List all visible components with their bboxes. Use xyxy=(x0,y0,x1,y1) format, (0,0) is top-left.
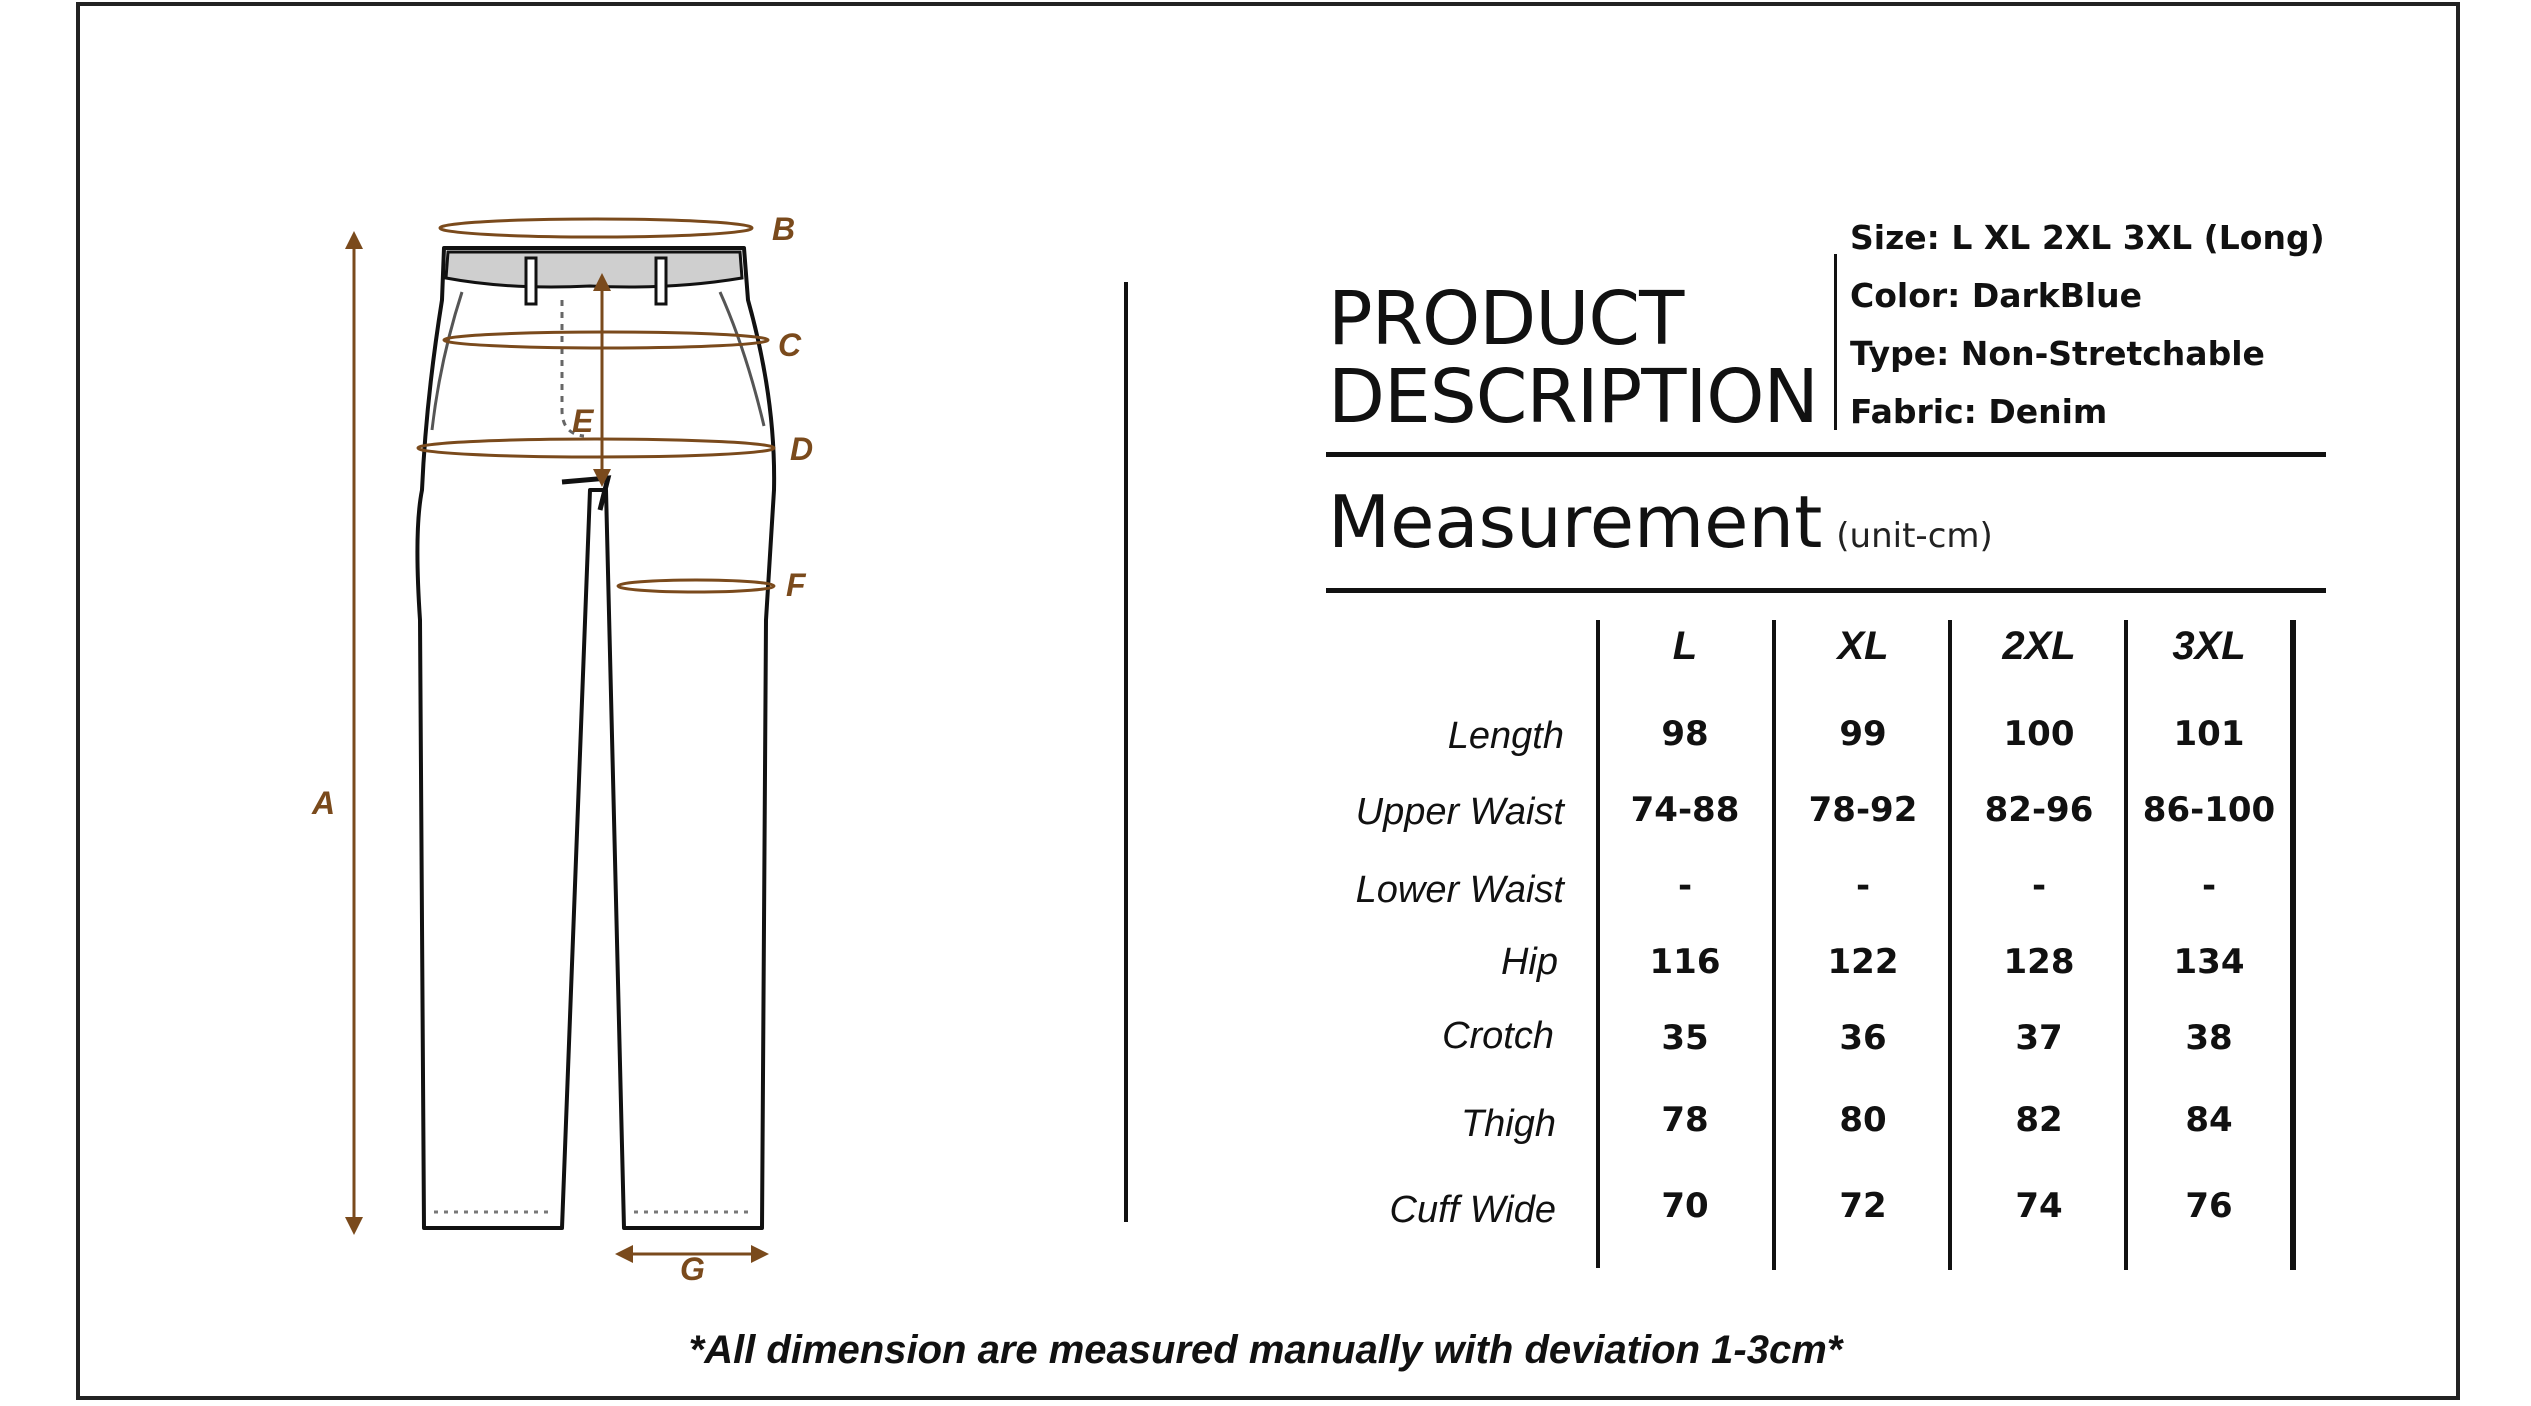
title-line-1: PRODUCT xyxy=(1328,276,1684,362)
dim-label-b: B xyxy=(772,211,796,247)
dim-label-d: D xyxy=(790,431,814,467)
table-cell: 70 xyxy=(1661,1186,1709,1226)
table-cell: 134 xyxy=(2173,942,2245,982)
row-label-thigh: Thigh xyxy=(1460,1103,1556,1145)
table-cell: 78-92 xyxy=(1808,790,1918,830)
rule-bottom xyxy=(1326,588,2326,593)
table-cell: 37 xyxy=(2015,1018,2063,1058)
dim-label-g: G xyxy=(680,1251,705,1287)
table-cell: 84 xyxy=(2185,1100,2233,1140)
table-cell: 82 xyxy=(2015,1100,2063,1140)
table-cell: 78 xyxy=(1661,1100,1709,1140)
column-divider xyxy=(1772,620,1776,1270)
table-cell: 116 xyxy=(1649,942,1721,982)
footnote: *All dimension are measured manually with deviation 1-3cm* xyxy=(688,1328,1843,1372)
measurement-unit: (unit-cm) xyxy=(1836,516,1993,556)
row-label-upper-waist: Upper Waist xyxy=(1355,791,1564,833)
table-cell: - xyxy=(1855,866,1871,906)
table-cell: 100 xyxy=(2003,714,2075,754)
belt-loop xyxy=(656,258,666,304)
column-header-xl: XL xyxy=(1837,624,1889,668)
table-cell: 38 xyxy=(2185,1018,2233,1058)
row-label-length: Length xyxy=(1447,715,1564,757)
row-label-crotch: Crotch xyxy=(1442,1015,1554,1057)
row-label-cuff-wide: Cuff Wide xyxy=(1389,1189,1556,1231)
column-header-2xl: 2XL xyxy=(2002,624,2076,668)
table-cell: 101 xyxy=(2173,714,2245,754)
spec-list xyxy=(1850,216,2325,448)
table-cell: 86-100 xyxy=(2142,790,2276,830)
column-header-l: L xyxy=(1672,624,1698,668)
column-header-3xl: 3XL xyxy=(2172,624,2246,668)
measurement-title: Measurement xyxy=(1328,480,1823,564)
spec-color: Color: DarkBlue xyxy=(1850,276,2143,315)
table-cell: 36 xyxy=(1839,1018,1887,1058)
table-cell: 122 xyxy=(1827,942,1899,982)
dim-label-e: E xyxy=(572,403,594,439)
table-cell: 82-96 xyxy=(1984,790,2094,830)
column-divider xyxy=(1948,620,1952,1270)
table-cell: 99 xyxy=(1839,714,1887,754)
table-cell: 35 xyxy=(1661,1018,1709,1058)
table-cell: 74 xyxy=(2015,1186,2063,1226)
row-label-lower-waist: Lower Waist xyxy=(1355,869,1564,911)
size-table xyxy=(1326,620,2346,1270)
dim-b-ellipse xyxy=(440,219,752,237)
page-title xyxy=(1328,276,1818,440)
title-line-2: DESCRIPTION xyxy=(1328,354,1818,440)
spec-size: Size: L XL 2XL 3XL (Long) xyxy=(1850,218,2325,257)
table-cell: - xyxy=(2031,866,2047,906)
pants-outline xyxy=(417,248,774,1228)
belt-loop xyxy=(526,258,536,304)
table-cell: 98 xyxy=(1661,714,1709,754)
vertical-divider xyxy=(1124,282,1128,1222)
row-label-hip: Hip xyxy=(1500,941,1558,983)
specs-divider xyxy=(1834,254,1837,430)
measurement-heading xyxy=(1328,480,1993,564)
table-cell: 76 xyxy=(2185,1186,2233,1226)
rule-top xyxy=(1326,452,2326,457)
table-cell: 128 xyxy=(2003,942,2075,982)
pants-diagram xyxy=(290,200,850,1310)
table-cell: 72 xyxy=(1839,1186,1887,1226)
dim-label-a: A xyxy=(312,785,336,821)
table-cell: - xyxy=(1677,866,1693,906)
table-cell: - xyxy=(2201,866,2217,906)
waistband xyxy=(446,252,742,287)
spec-fabric: Fabric: Denim xyxy=(1850,392,2108,431)
table-cell: 74-88 xyxy=(1630,790,1740,830)
table-cell: 80 xyxy=(1839,1100,1887,1140)
dim-label-c: C xyxy=(778,327,802,363)
spec-type: Type: Non-Stretchable xyxy=(1850,334,2265,373)
dim-label-f: F xyxy=(786,567,806,603)
